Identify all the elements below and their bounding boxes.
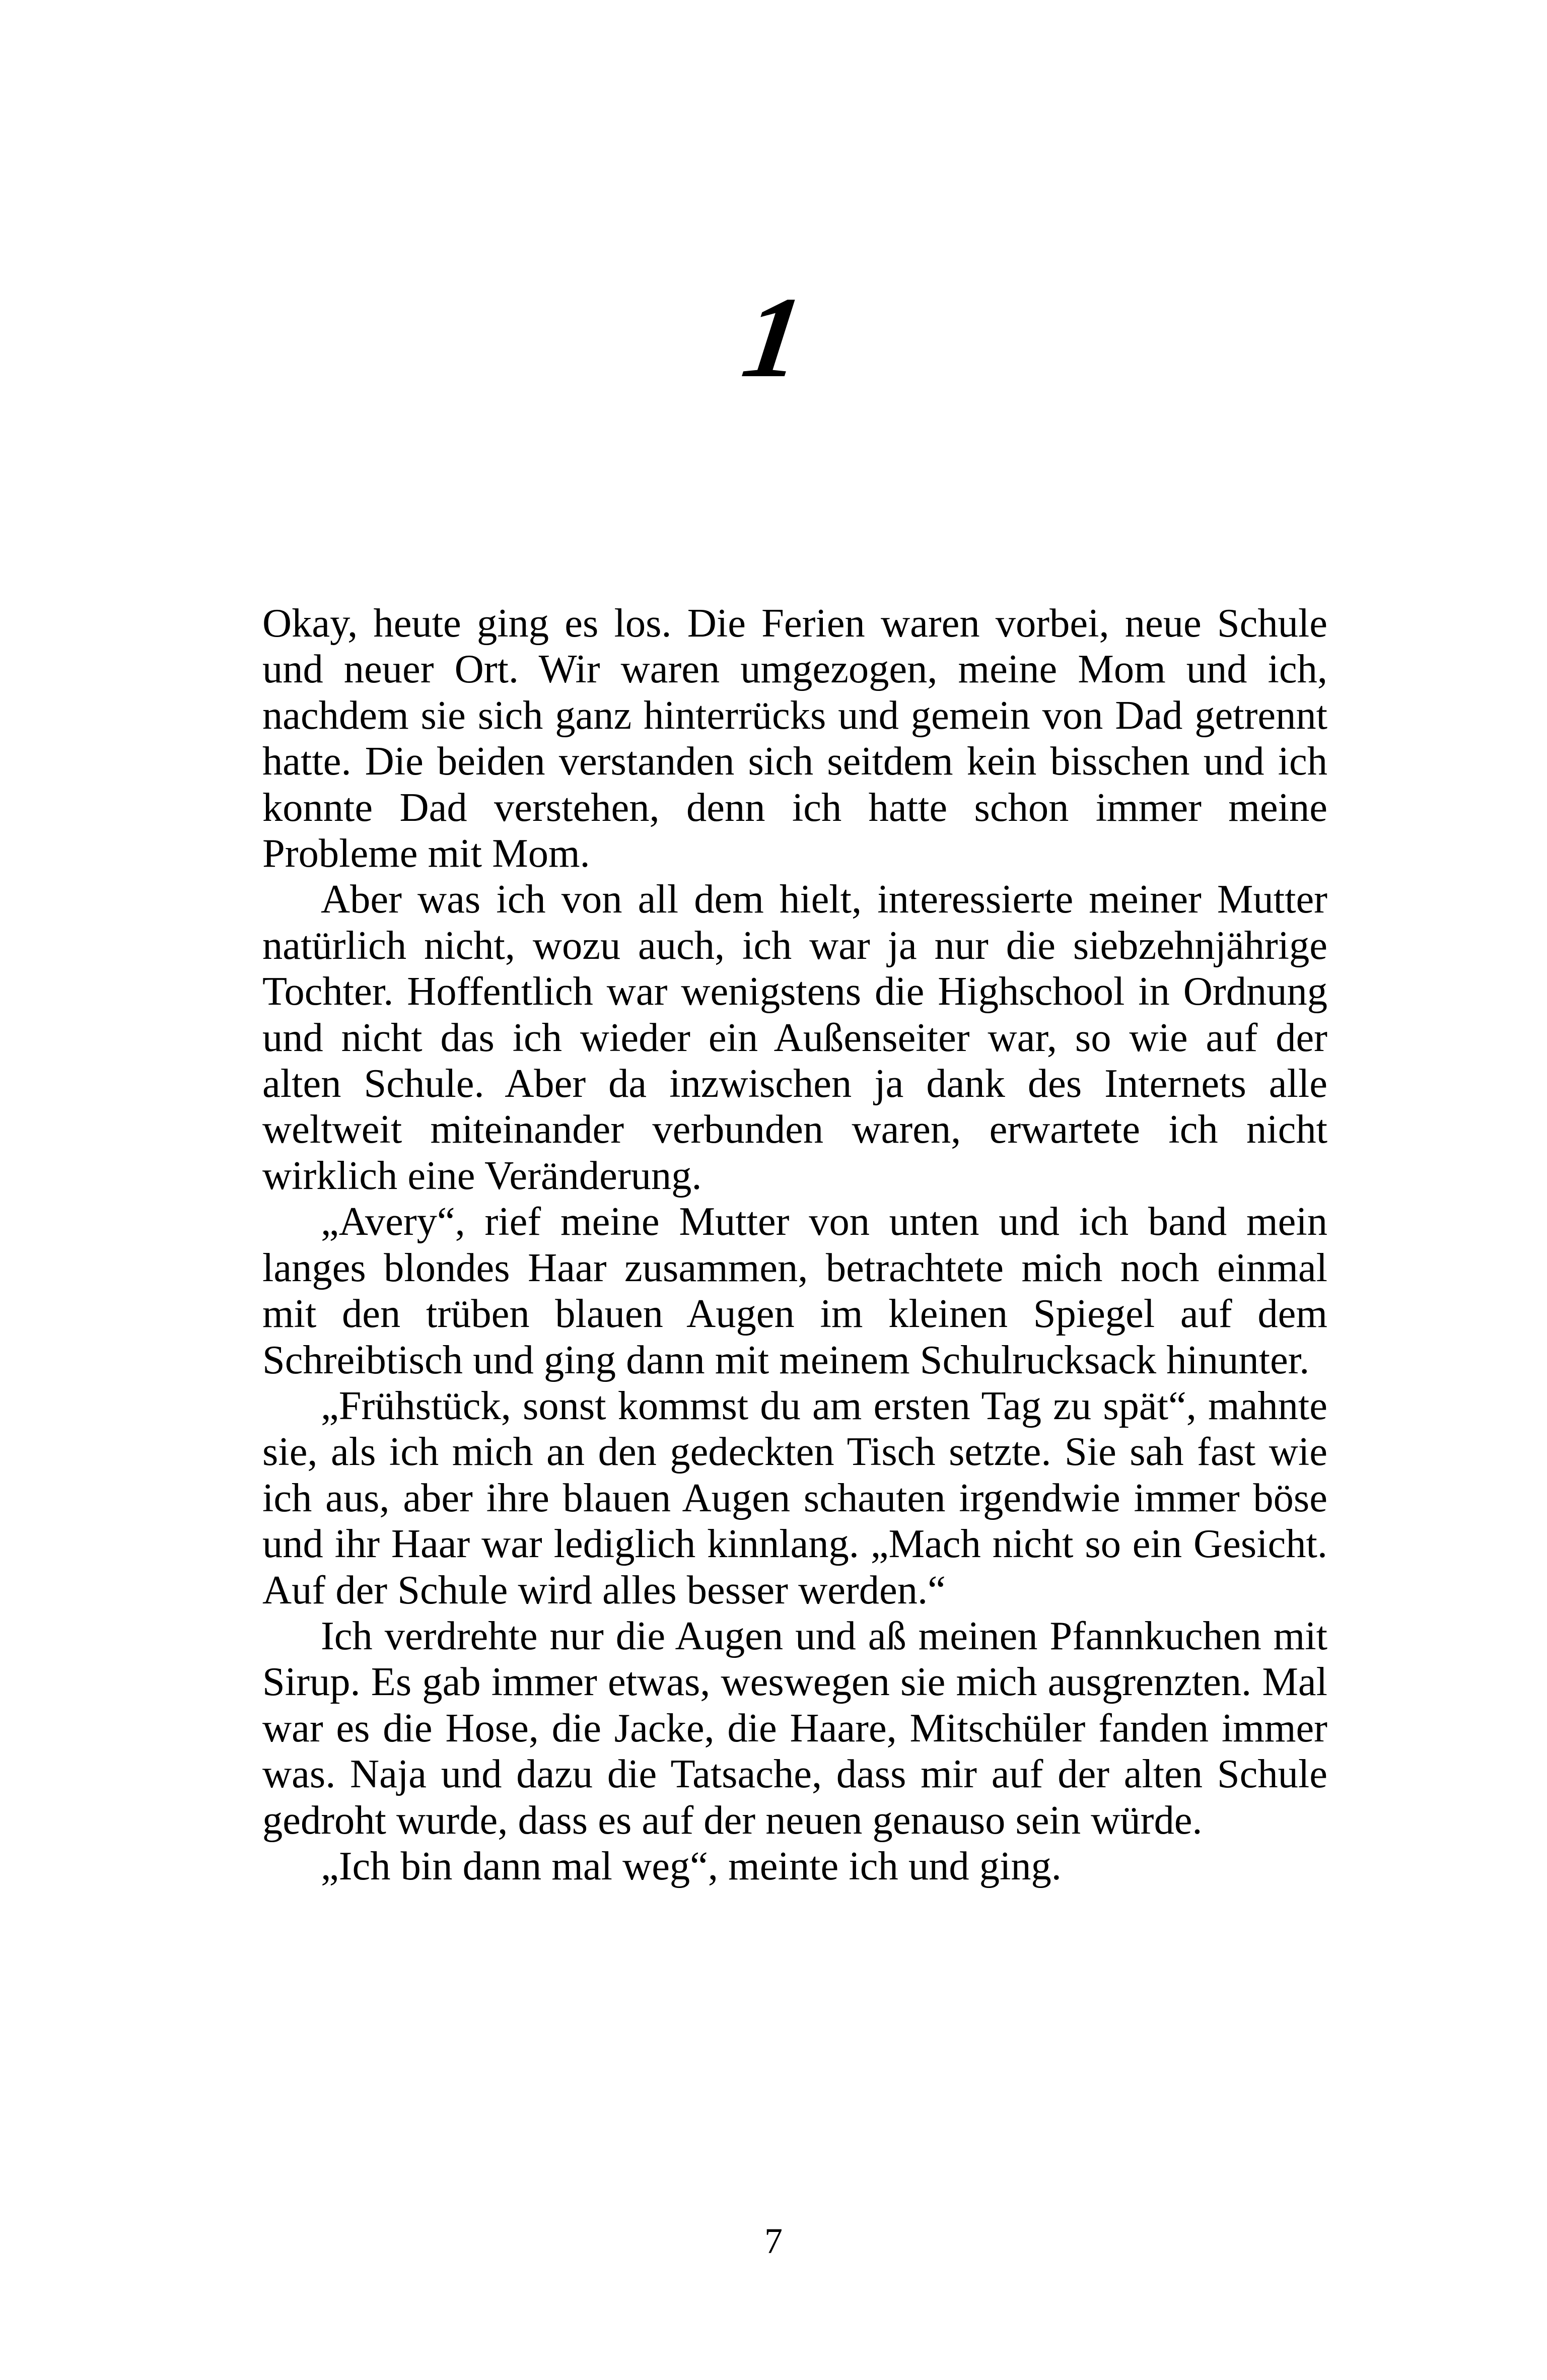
paragraph: „Avery“, rief meine Mutter von unten und ich band mein langes blondes Haar zusammen, betrachtete mich noch einmal mit den trüben blauen Augen im kleinen Spiegel auf dem Schreibtisch und ging dann mit meinem Schulrucksack hinunter.: [262, 1199, 1327, 1382]
page-number: 7: [764, 2221, 783, 2261]
chapter-number: 1: [735, 273, 812, 401]
paragraph: Aber was ich von all dem hielt, interessierte meiner Mutter natürlich nicht, wozu auch, ich war ja nur die siebzehnjährige Tochter. Hoffentlich war wenigstens die Highschool in Ordnung und nicht das ich wieder ein Außenseiter war, so wie auf der alten Schule. Aber da inzwischen ja dank des Internets alle weltweit miteinander verbunden waren, erwartete ich nicht wirklich eine Veränderung.: [262, 877, 1327, 1198]
paragraph: Okay, heute ging es los. Die Ferien waren vorbei, neue Schule und neuer Ort. Wir waren umgezogen, meine Mom und ich, nachdem sie sich ganz hinterrücks und gemein von Dad getrennt hatte. Die beiden verstanden sich seitdem kein bisschen und ich konnte Dad verstehen, denn ich hatte schon immer meine Probleme mit Mom.: [262, 601, 1327, 876]
paragraph: „Ich bin dann mal weg“, meinte ich und ging.: [321, 1843, 1062, 1888]
paragraph: Ich verdrehte nur die Augen und aß meinen Pfannkuchen mit Sirup. Es gab immer etwas, weswegen sie mich ausgrenzten. Mal war es die Hose, die Jacke, die Haare, Mitschüler fanden immer was. Naja und dazu die Tatsache, dass mir auf der alten Schule gedroht wurde, dass es auf der neuen genauso sein würde.: [262, 1613, 1327, 1843]
chapter-body: [262, 600, 1327, 1889]
paragraph: „Frühstück, sonst kommst du am ersten Tag zu spät“, mahnte sie, als ich mich an den gedeckten Tisch setzte. Sie sah fast wie ich aus, aber ihre blauen Augen schauten irgendwie immer böse und ihr Haar war lediglich kinnlang. „Mach nicht so ein Gesicht. Auf der Schule wird alles besser werden.“: [262, 1383, 1327, 1613]
